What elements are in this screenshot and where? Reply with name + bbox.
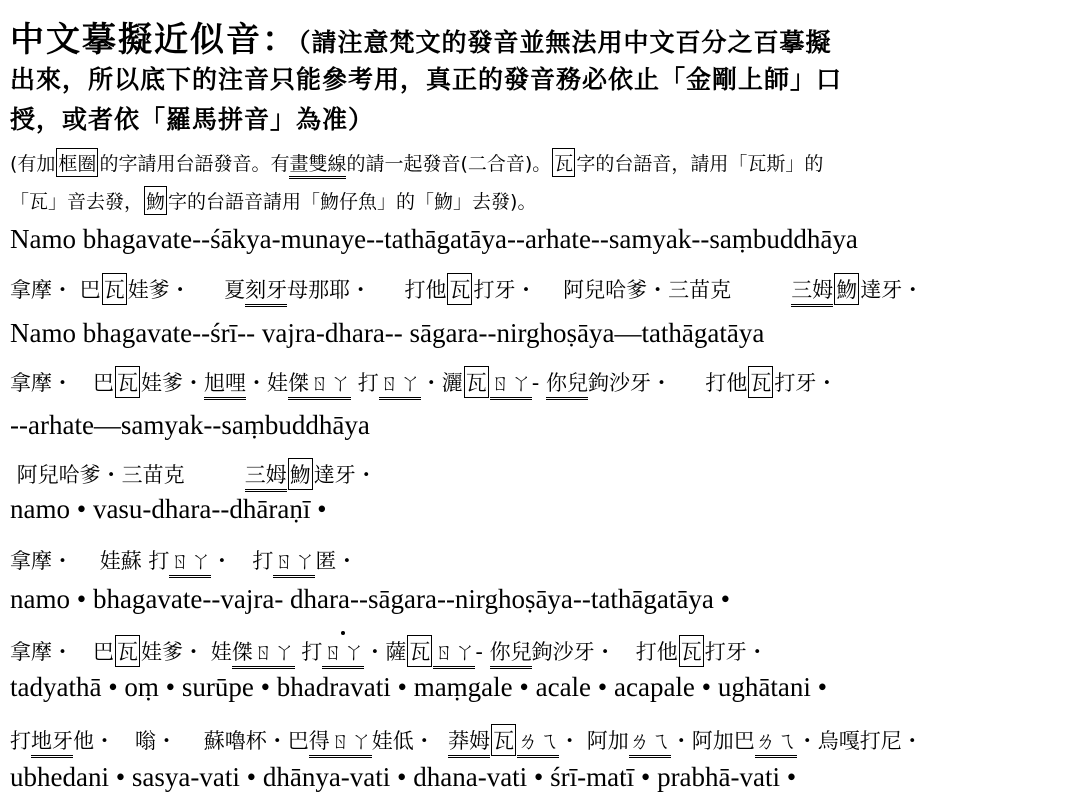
text-segment: ・灑: [420, 371, 463, 395]
pronunciation-note-line-1: [10, 148, 823, 179]
romanized-mantra-line: ubhedani • sasya-vati • dhānya-vati • dhana-vati • śrī-matī • prabhā-vati •: [10, 762, 797, 792]
double-underlined-syllable: 刻牙: [245, 274, 287, 307]
chinese-phonetic-line: [10, 545, 357, 578]
double-underlined-syllable: 你兒: [490, 636, 532, 669]
double-underlined-syllable: 畫雙線: [289, 149, 346, 179]
text-segment: 拿摩・ 娃蘇 打: [10, 549, 170, 573]
text-segment: 拿摩・ 巴: [10, 640, 115, 664]
heading-line-2: 出來，所以底下的注音只能參考用，真正的發音務必依止「金剛上師」口: [10, 65, 843, 94]
double-underlined-syllable: 得ㄖㄚ: [309, 725, 372, 758]
text-segment: 打: [294, 640, 323, 664]
text-segment: ・烏嘎打尼・: [796, 729, 923, 753]
boxed-glyph: 魩: [288, 458, 313, 490]
double-underlined-syllable: 你兒: [546, 367, 588, 400]
double-underlined-syllable: 地牙: [31, 725, 73, 758]
romanized-mantra-line: namo • bhagavate--vajra- dhara--sāgara--nirghoṣāya--tathāgatāya •: [10, 584, 731, 614]
chinese-phonetic-line: [10, 273, 923, 307]
text-segment: 字的台語音，請用「瓦斯」的: [576, 153, 824, 175]
text-segment: 娃爹・ 夏: [127, 278, 246, 302]
double-underlined-syllable: ㄖㄚ: [379, 367, 421, 400]
boxed-glyph: 瓦: [748, 366, 773, 398]
text-segment: ・娃: [246, 371, 289, 395]
boxed-glyph: 瓦: [464, 366, 489, 398]
text-segment: 阿兒哈爹・三苗克: [10, 463, 245, 487]
text-segment: 字的台語音請用「魩仔魚」的「魩」去發)。: [168, 191, 537, 213]
chinese-phonetic-line: [10, 366, 837, 400]
text-segment: ・薩: [364, 640, 407, 664]
text-segment: 鉤沙牙・ 打他: [531, 640, 678, 664]
text-segment: 娃爹・: [141, 371, 205, 395]
chinese-phonetic-line: [10, 724, 923, 758]
double-underlined-syllable: ㄌㄟ: [517, 725, 559, 758]
text-segment: 拿摩・ 巴: [10, 278, 101, 302]
double-underlined-syllable: ㄖㄚ: [273, 545, 315, 578]
heading-line-1: [10, 12, 832, 61]
double-underlined-syllable: 三姆: [245, 459, 287, 492]
double-underlined-syllable: ㄖㄚ: [169, 545, 211, 578]
double-underlined-syllable: 傑ㄖㄚ: [288, 367, 351, 400]
text-segment: 打: [10, 729, 31, 753]
text-segment: 娃低・: [371, 729, 449, 753]
text-segment: 打: [351, 371, 379, 395]
text-segment: 母那耶・ 打他: [287, 278, 447, 302]
heading-line-3: 授，或者依「羅馬拼音」為准）: [10, 105, 375, 134]
text-segment: 打牙・ 阿兒哈爹・三苗克: [473, 278, 792, 302]
boxed-glyph: 框圈: [56, 148, 98, 177]
text-segment: 打牙・: [774, 371, 838, 395]
heading-paren-start: （請注意梵文的發音並無法用中文百分之百摹擬: [298, 28, 832, 57]
heading-title: 中文摹擬近似音：: [10, 20, 298, 60]
romanized-mantra-line: tadyathā • oṃ • surūpe • bhadravati • maṃgale • acale • acapale • ughātani •: [10, 672, 828, 702]
text-segment: 打牙・: [704, 640, 768, 664]
text-segment: 他・ 嗡・ 蘇嚕杯・巴: [73, 729, 309, 753]
boxed-glyph: 瓦: [102, 273, 127, 305]
boxed-glyph: 瓦: [491, 724, 516, 756]
boxed-glyph: 魩: [834, 273, 859, 305]
text-segment: 的請一起發音(二合音)。: [346, 153, 552, 175]
text-segment: 拿摩・ 巴: [10, 371, 115, 395]
chinese-phonetic-line: [10, 458, 377, 492]
text-segment: 「瓦」音去發，: [10, 191, 144, 213]
double-underlined-syllable: 旭哩: [204, 367, 246, 400]
text-segment: (有加: [10, 153, 56, 175]
double-underlined-syllable: ㄌㄟ: [755, 725, 797, 758]
romanized-mantra-line: Namo bhagavate--śākya-munaye--tathāgatāya--arhate--samyak--saṃbuddhāya: [10, 224, 858, 254]
double-underlined-syllable: 莽姆: [448, 725, 490, 758]
boxed-glyph: 瓦: [679, 635, 704, 667]
boxed-glyph: 瓦: [552, 148, 575, 177]
romanized-mantra-line: namo • vasu-dhara--dhāraṇī •: [10, 494, 327, 524]
romanized-mantra-line: --arhate—samyak--saṃbuddhāya: [10, 410, 370, 440]
text-segment: 娃爹・ 娃: [141, 640, 232, 664]
text-segment: ・ 打: [211, 549, 274, 573]
double-underlined-syllable: 三姆: [791, 274, 833, 307]
text-segment: ・阿加巴: [670, 729, 755, 753]
boxed-glyph: 瓦: [115, 366, 140, 398]
text-segment: 鉤沙牙・ 打他: [587, 371, 748, 395]
boxed-glyph: 瓦: [115, 635, 140, 667]
chinese-phonetic-line: [10, 635, 768, 669]
boxed-glyph: 魩: [144, 186, 167, 215]
text-segment: -: [475, 640, 490, 664]
pronunciation-note-line-2: [10, 186, 536, 215]
text-segment: -: [531, 371, 546, 395]
boxed-glyph: 瓦: [447, 273, 472, 305]
text-segment: 的字請用台語發音。有: [99, 153, 290, 175]
text-segment: 達牙・: [860, 278, 924, 302]
text-segment: 匿・: [315, 549, 358, 573]
text-segment: ・ 阿加: [559, 729, 629, 753]
double-underlined-syllable: ㄖㄚ: [322, 636, 364, 669]
double-underlined-syllable: 傑ㄖㄚ: [232, 636, 295, 669]
boxed-glyph: 瓦: [407, 635, 432, 667]
double-underlined-syllable: ㄖㄚ: [433, 636, 475, 669]
double-underlined-syllable: ㄖㄚ: [490, 367, 532, 400]
double-underlined-syllable: ㄌㄟ: [629, 725, 671, 758]
romanized-mantra-line: Namo bhagavate--śrī-- vajra-dhara-- sāgara--nirghoṣāya—tathāgatāya: [10, 318, 765, 348]
text-segment: 達牙・: [313, 463, 377, 487]
